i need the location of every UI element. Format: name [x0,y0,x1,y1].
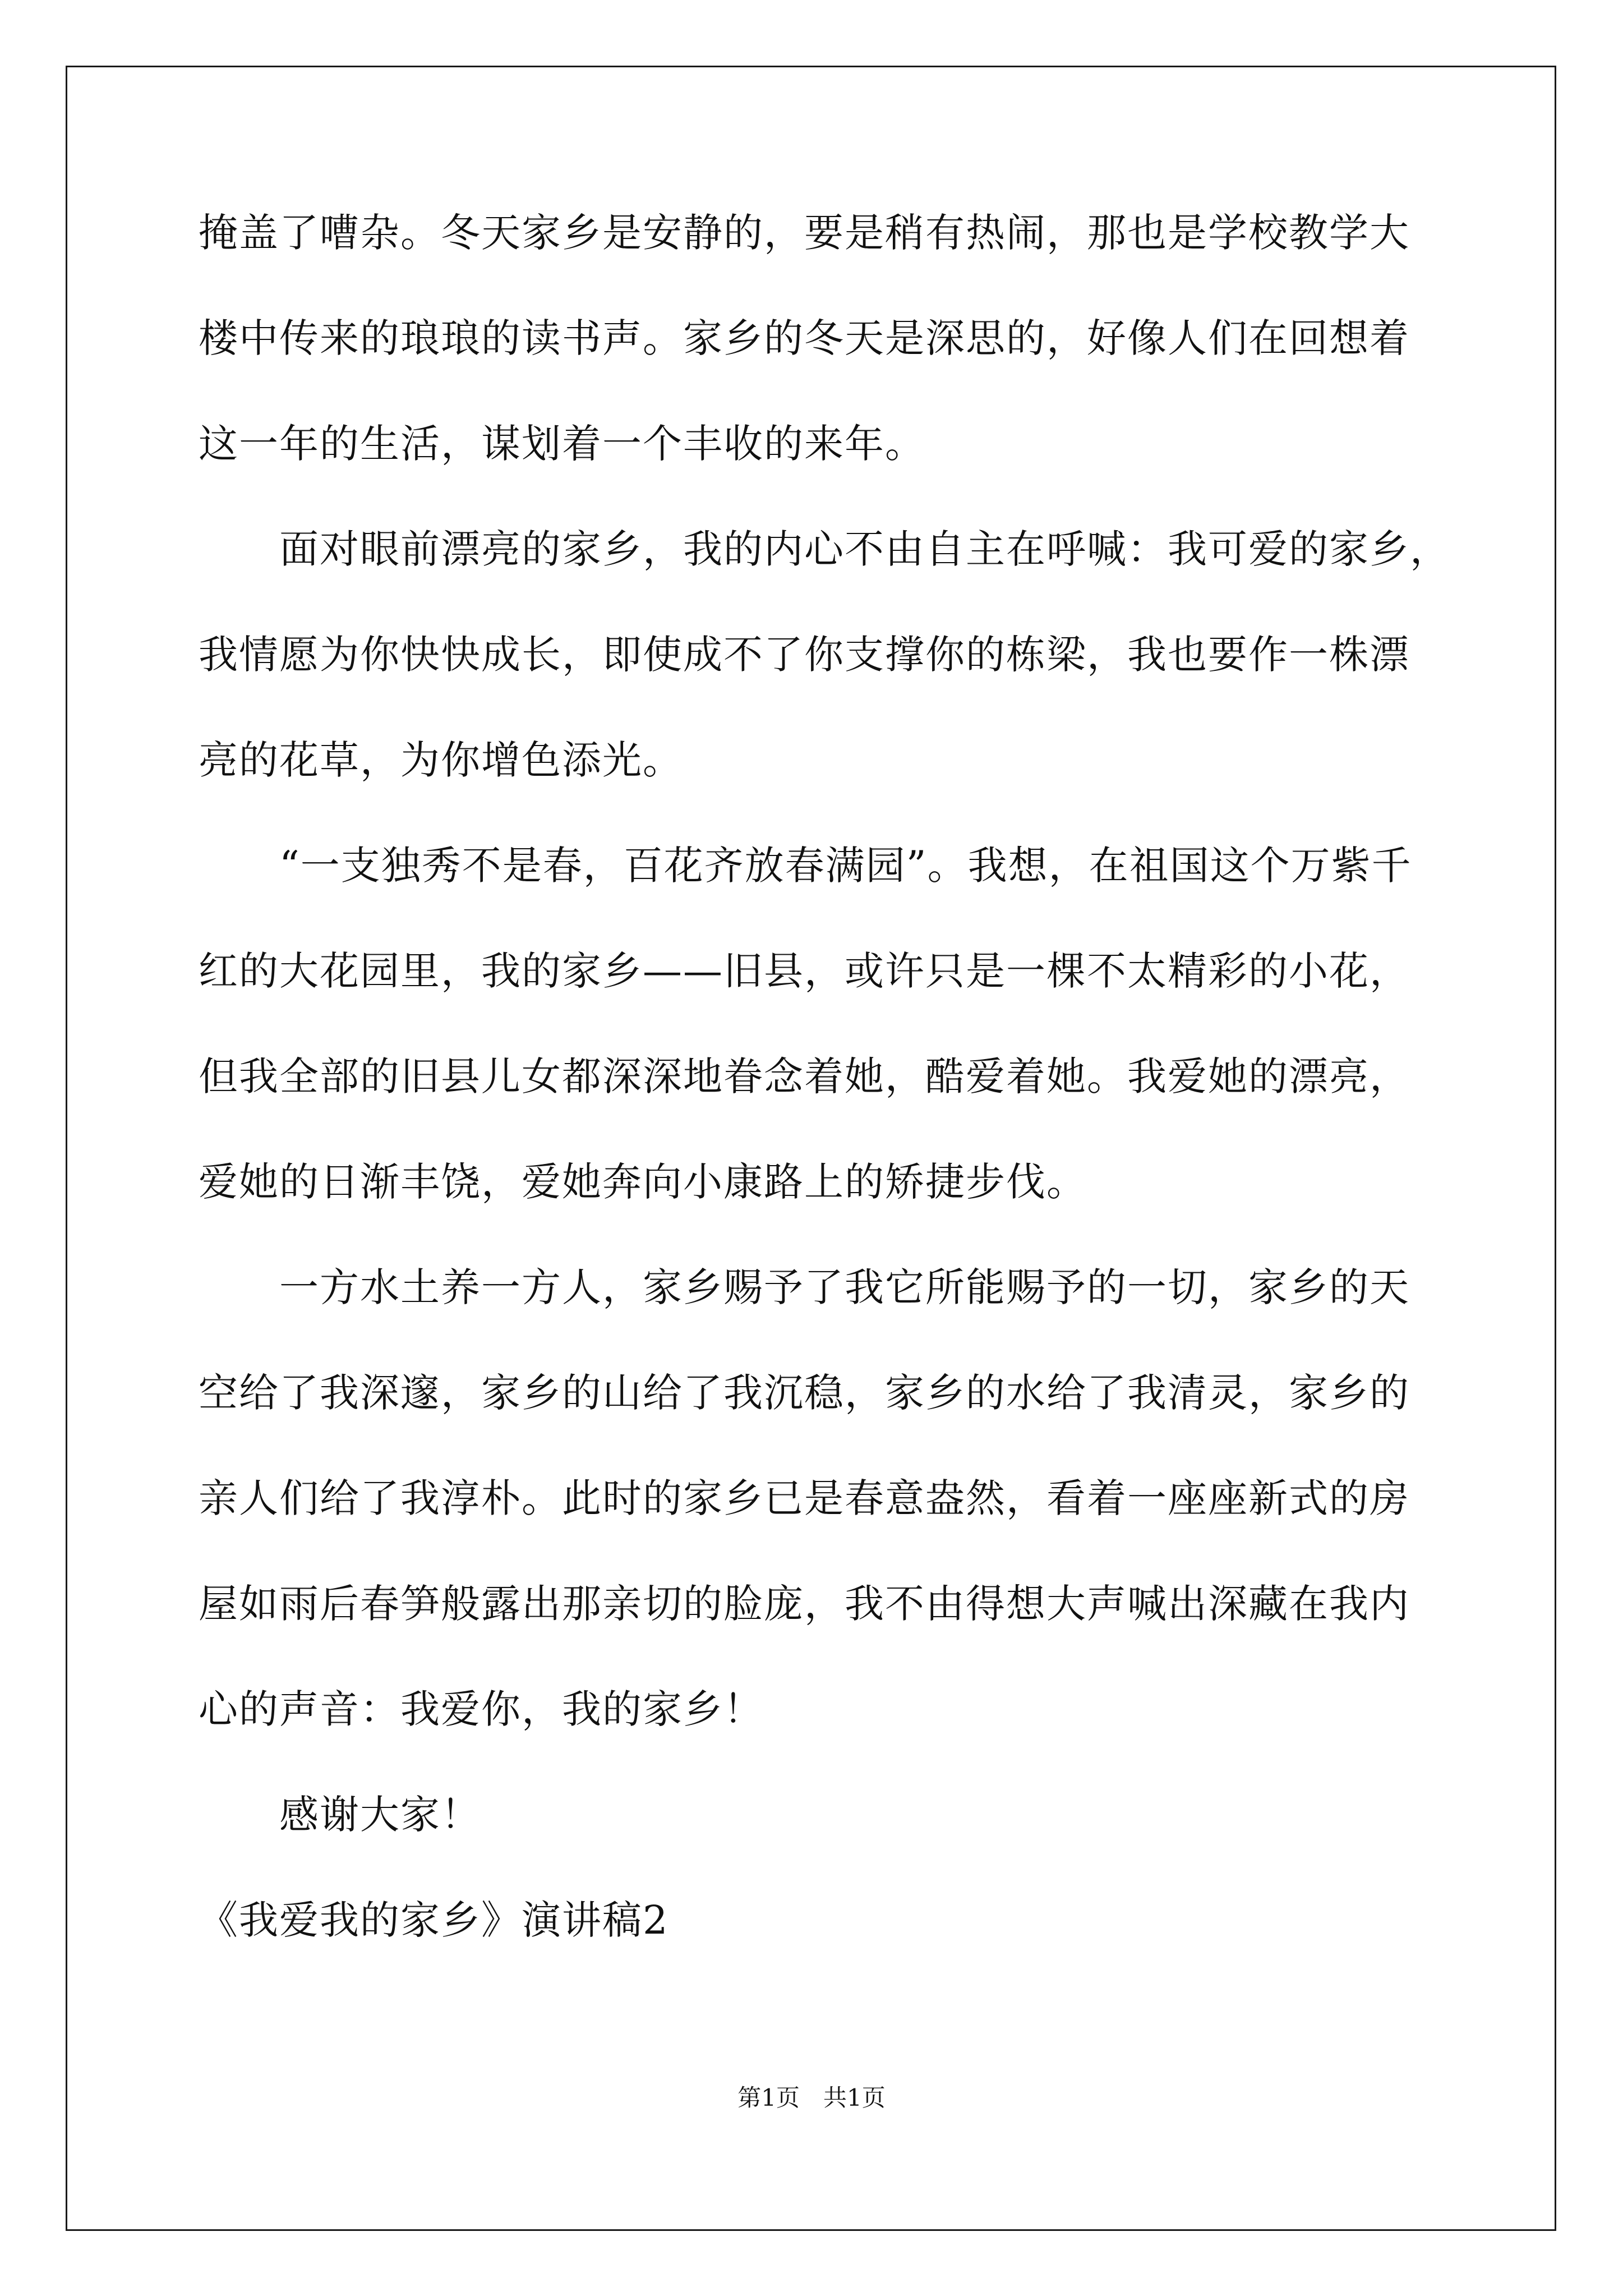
text-line: 心的声音：我爱你，我的家乡！ [199,1686,764,1732]
text-line: 空给了我深邃，家乡的山给了我沉稳，家乡的水给了我清灵，家乡的 [199,1370,1410,1416]
text-line: 亲人们给了我淳朴。此时的家乡已是春意盎然，看着一座座新式的房 [199,1475,1410,1521]
closing-line: 感谢大家！ [199,1792,481,1838]
text-line: 亮的花草，为你增色添光。 [199,737,683,783]
text-line: 爱她的日渐丰饶，爱她奔向小康路上的矫捷步伐。 [199,1159,1087,1205]
paragraph-start-line: 面对眼前漂亮的家乡，我的内心不由自主在呼喊：我可爱的家乡， [199,526,1450,572]
paragraph-start-line: “一支独秀不是春，百花齐放春满园”。我想，在祖国这个万紫千 [199,843,1412,889]
paragraph-start-line: 一方水土养一方人，家乡赐予了我它所能赐予的一切，家乡的天 [199,1264,1410,1310]
page-number-footer: 第1页 共1页 [737,2084,886,2111]
text-line: 屋如雨后春笋般露出那亲切的脸庞，我不由得想大声喊出深藏在我内 [199,1581,1410,1627]
text-line: 我情愿为你快快成长，即使成不了你支撑你的栋梁，我也要作一株漂 [199,632,1410,678]
section-heading: 《我爱我的家乡》演讲稿2 [199,1897,669,1943]
text-line: 红的大花园里，我的家乡——旧县，或许只是一棵不太精彩的小花， [199,948,1410,994]
text-line: 这一年的生活，谋划着一个丰收的来年。 [199,421,925,467]
text-line: 但我全部的旧县儿女都深深地眷念着她，酷爱着她。我爱她的漂亮， [199,1053,1410,1099]
text-line: 掩盖了嘈杂。冬天家乡是安静的，要是稍有热闹，那也是学校教学大 [199,210,1410,256]
text-line: 楼中传来的琅琅的读书声。家乡的冬天是深思的，好像人们在回想着 [199,315,1410,361]
